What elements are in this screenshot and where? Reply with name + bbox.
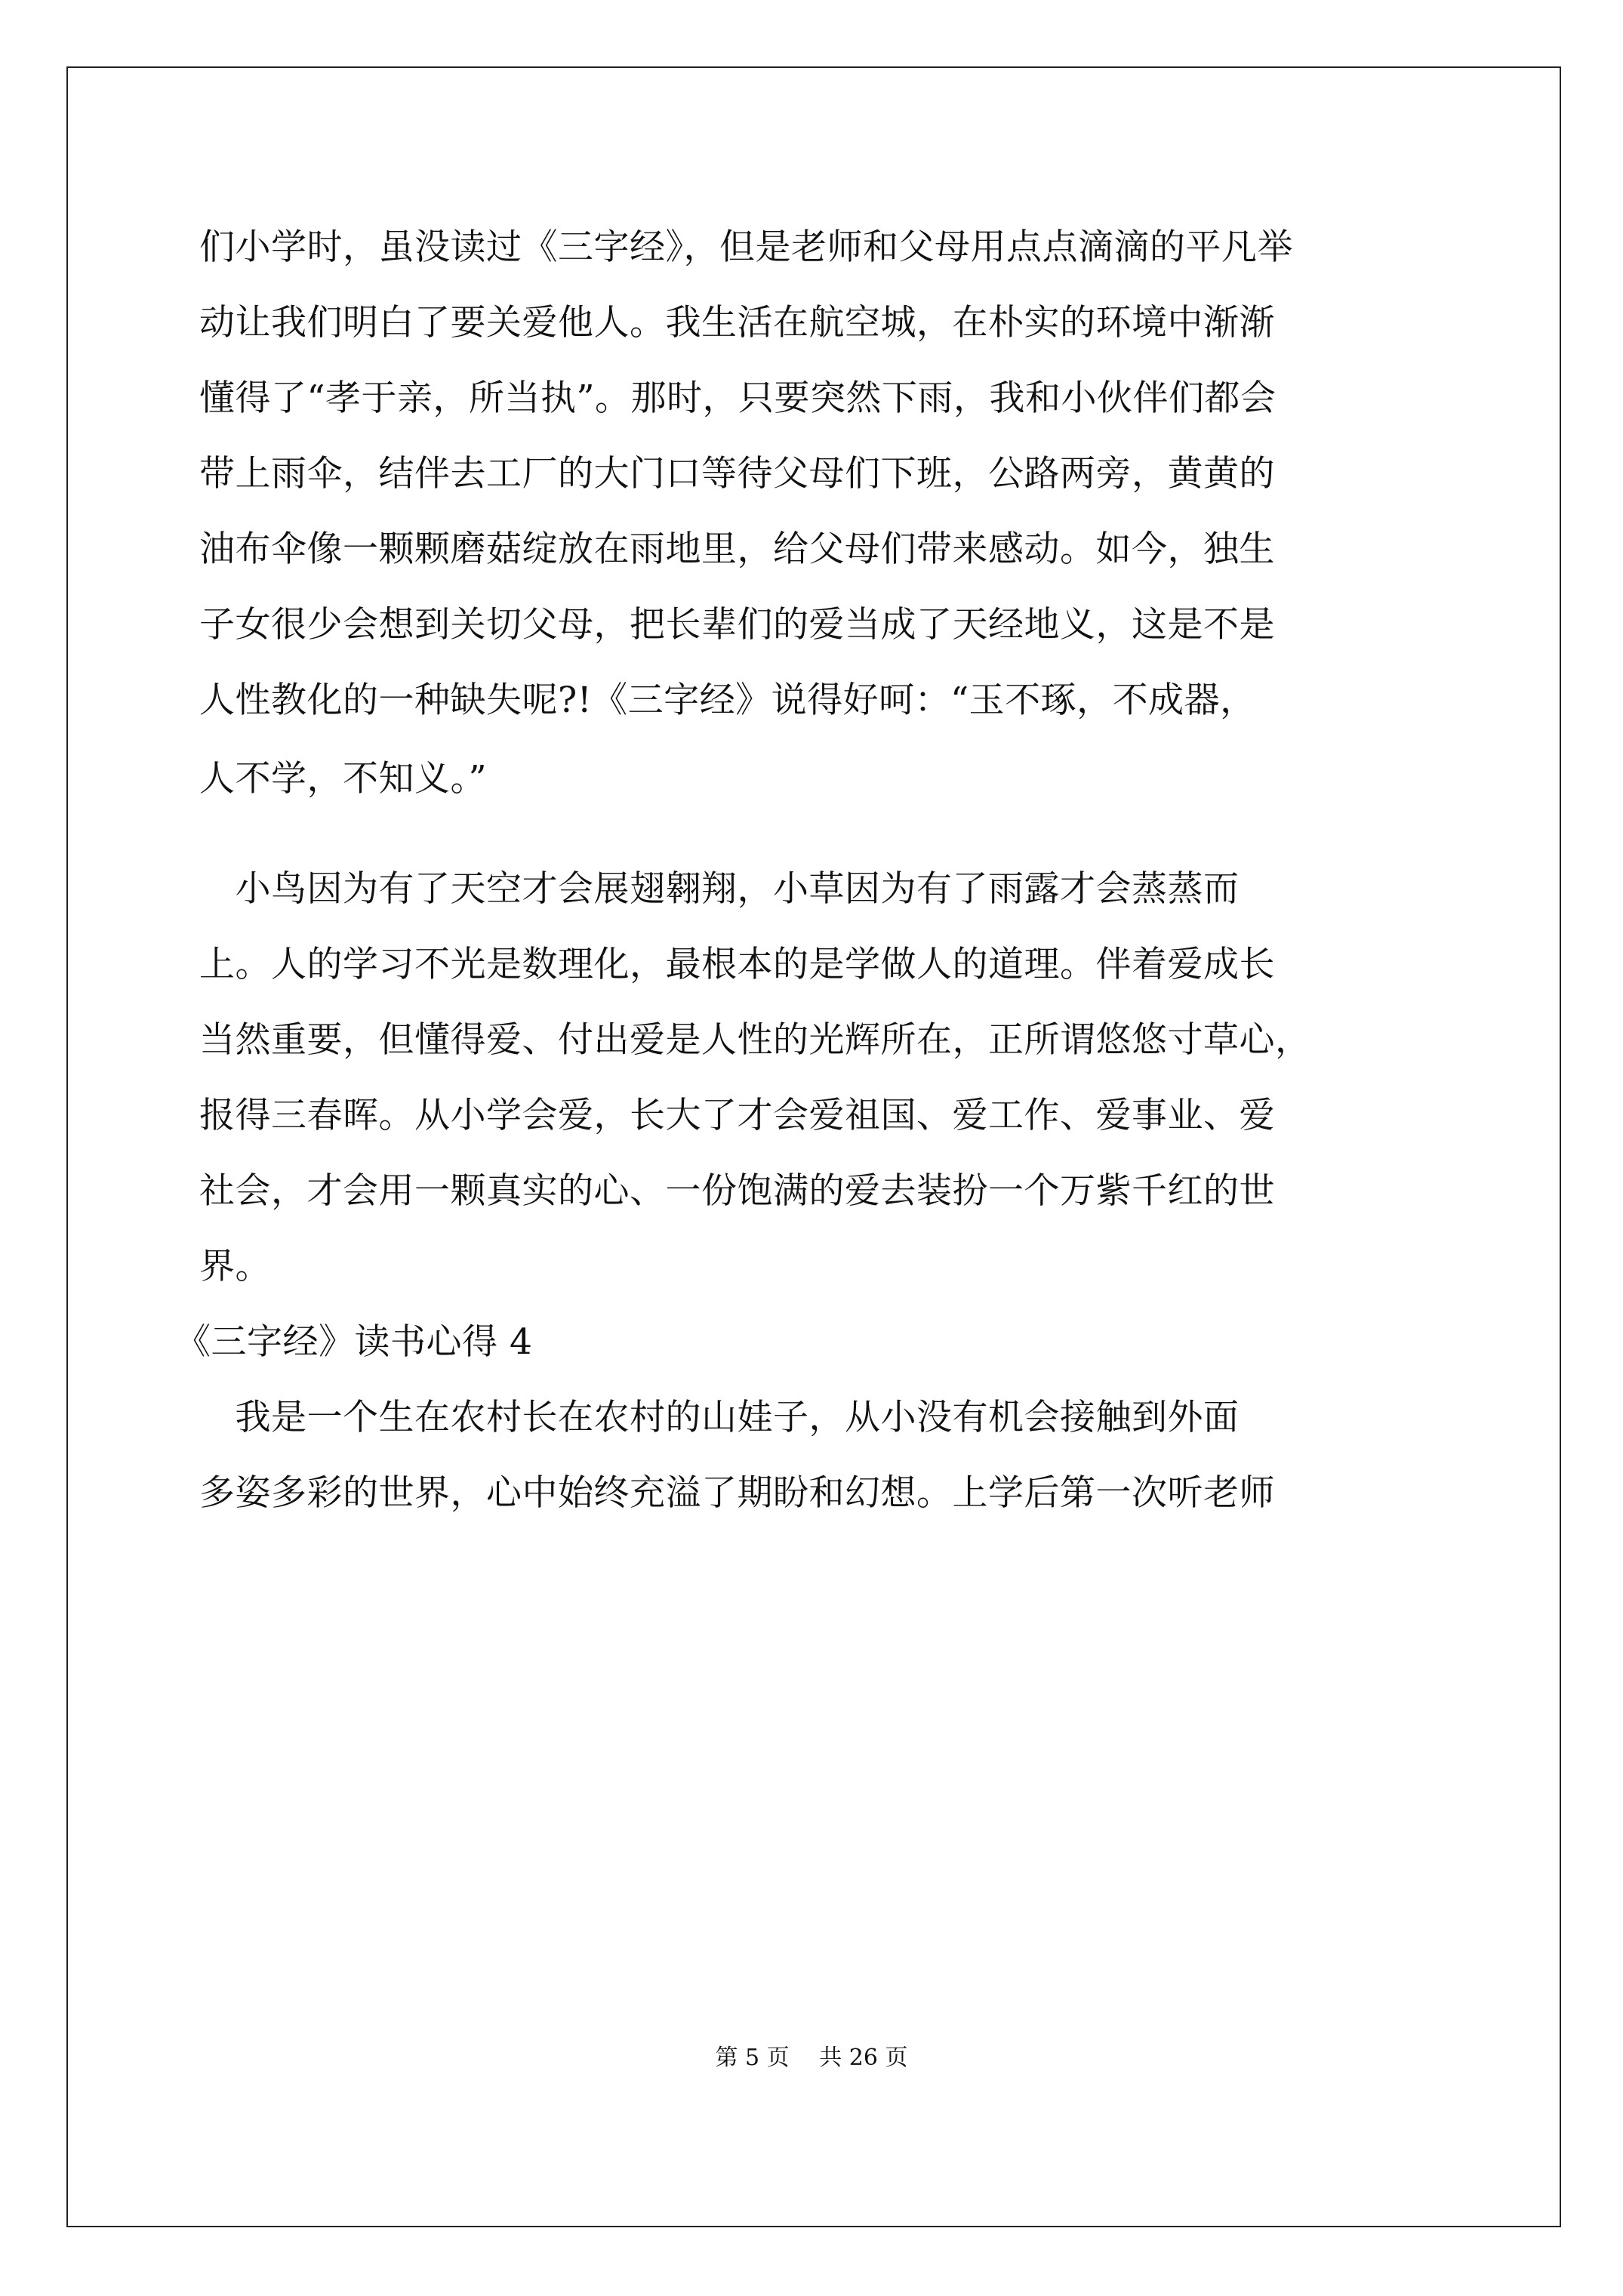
- text-line: 多姿多彩的世界，心中始终充溢了期盼和幻想。上学后第一次听老师: [199, 1472, 1275, 1514]
- text-line: 子女很少会想到关切父母，把长辈们的爱当成了天经地义，这是不是: [199, 604, 1275, 646]
- text-line: 当然重要，但懂得爱、付出爱是人性的光辉所在，正所谓悠悠寸草心，: [199, 1019, 1311, 1061]
- text-line: 人不学，不知义。”: [199, 758, 488, 800]
- text-line: 上。人的学习不光是数理化，最根本的是学做人的道理。伴着爱成长: [199, 944, 1275, 985]
- text-line: 社会，才会用一颗真实的心、一份饱满的爱去装扮一个万紫千红的世: [199, 1170, 1275, 1212]
- text-line: 带上雨伞，结伴去工厂的大门口等待父母们下班，公路两旁，黄黄的: [199, 453, 1275, 495]
- text-line: 动让我们明白了要关爱他人。我生活在航空城，在朴实的环境中渐渐: [199, 302, 1275, 344]
- section-heading: 《三字经》读书心得 4: [175, 1321, 533, 1363]
- text-line: 小鸟因为有了天空才会展翅翱翔，小草因为有了雨露才会蒸蒸而: [199, 868, 1240, 910]
- text-line: 们小学时，虽没读过《三字经》，但是老师和父母用点点滴滴的平凡举: [199, 227, 1293, 268]
- text-line: 我是一个生在农村长在农村的山娃子，从小没有机会接触到外面: [199, 1397, 1240, 1438]
- text-line: 油布伞像一颗颗磨菇绽放在雨地里，给父母们带来感动。如今，独生: [199, 529, 1275, 570]
- text-line: 界。: [199, 1246, 271, 1287]
- text-line: 人性教化的一种缺失呢?!《三字经》说得好呵：“玉不琢，不成器，: [199, 680, 1256, 721]
- text-line: 懂得了“孝于亲，所当执”。那时，只要突然下雨，我和小伙伴们都会: [199, 378, 1277, 419]
- text-line: 报得三春晖。从小学会爱，长大了才会爱祖国、爱工作、爱事业、爱: [199, 1095, 1275, 1136]
- page-footer: 第 5 页 共 26 页: [715, 2045, 908, 2071]
